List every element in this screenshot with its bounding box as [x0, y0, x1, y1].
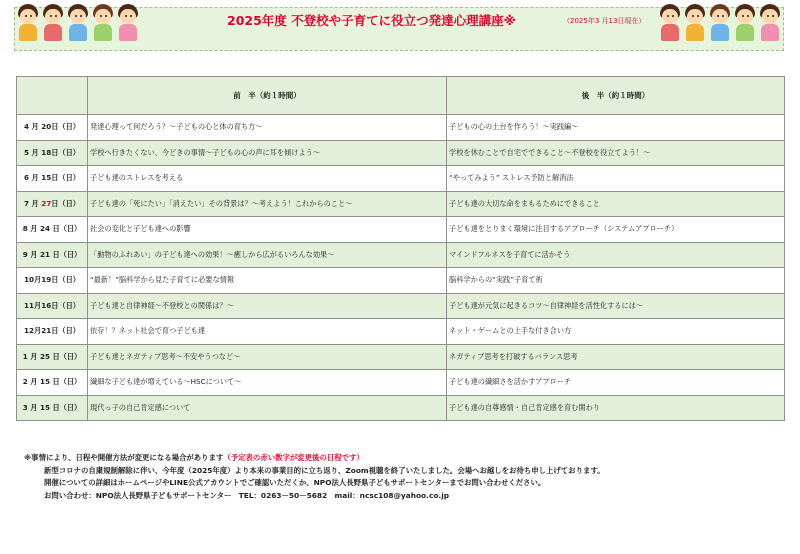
- second-half-topic: 子どもの心の土台を作ろう！～実践編～: [447, 115, 785, 141]
- session-date: 1 月 25 日（日）: [17, 344, 88, 370]
- children-illustration-right: [658, 2, 782, 42]
- first-half-topic: 子ども達と自律神経～不登校との関係は？～: [88, 293, 447, 319]
- second-half-topic: “やってみよう” ストレス予防と解消法: [447, 166, 785, 192]
- table-row: [17, 319, 785, 345]
- second-half-topic: 子ども達の自尊感情・自己肯定感を育む関わり: [447, 395, 785, 421]
- second-half-topic: 子ども達をとりまく環境に注目するアプローチ（システムアプローチ）: [447, 217, 785, 243]
- page-title: 2025年度 不登校や子育てに役立つ発達心理講座※: [227, 13, 516, 28]
- first-half-topic: 学校へ行きたくない、今どきの事情～子どもの心の声に耳を傾けよう～: [88, 140, 447, 166]
- table-row: [17, 166, 785, 192]
- table-row: [17, 217, 785, 243]
- note-line: ※事情により、日程や開催方法が変更になる場合があります（予定表の赤い数字が変更後の日程です）: [24, 453, 364, 462]
- child-icon: [658, 2, 682, 42]
- children-illustration-left: [16, 2, 140, 42]
- child-icon: [758, 2, 782, 42]
- schedule-table: [16, 76, 785, 421]
- table-row: [17, 268, 785, 294]
- first-half-topic: “最新！”脳科学から見た子育てに必要な情報: [88, 268, 447, 294]
- table-row: [17, 140, 785, 166]
- child-icon: [66, 2, 90, 42]
- session-date: 10月19日（日）: [17, 268, 88, 294]
- note-line: 開催についての詳細はホームページやLINE公式アカウントでご確認いただくか、NPO法人長野県子どもサポートセンターまでお問い合わせください。: [44, 478, 546, 487]
- child-icon: [116, 2, 140, 42]
- first-half-topic: 子ども達の「死にたい」「消えたい」その背景は？～考えよう！これからのこと～: [88, 191, 447, 217]
- note-line: 新型コロナの自粛規制解除に伴い、今年度（2025年度）より本来の事業目的に立ち返り、Zoom視聴を終了いたしました。会場へお越しをお待ち申し上げております。: [44, 465, 605, 475]
- second-half-topic: マインドフルネスを子育てに活かそう: [447, 242, 785, 268]
- table-row: [17, 293, 785, 319]
- date-column-header: [17, 77, 88, 115]
- session-date: 4 月 20日（日）: [17, 115, 88, 141]
- notes-section: [24, 452, 605, 502]
- child-icon: [733, 2, 757, 42]
- first-half-topic: 発達心理って何だろう？～子どもの心と体の育ち方～: [88, 115, 447, 141]
- child-icon: [16, 2, 40, 42]
- table-row: [17, 242, 785, 268]
- table-row: [17, 370, 785, 396]
- first-half-topic: 繊細な子ども達が増えている～HSCについて～: [88, 370, 447, 396]
- table-row: [17, 115, 785, 141]
- second-half-topic: 脳科学からの“実践”子育て術: [447, 268, 785, 294]
- first-half-topic: 子ども達とネガティブ思考～不安やうつなど～: [88, 344, 447, 370]
- first-half-topic: 子ども達のストレスを考える: [88, 166, 447, 192]
- column-header-first-half: 前 半（約１時間）: [88, 77, 447, 115]
- second-half-topic: 学校を休むことで自宅でできること～不登校を役立てよう！～: [447, 140, 785, 166]
- first-half-topic: 依存！？ネット社会で育つ子ども達: [88, 319, 447, 345]
- table-row: [17, 395, 785, 421]
- session-date: 5 月 18日（日）: [17, 140, 88, 166]
- column-header-second-half: 後 半（約１時間）: [447, 77, 785, 115]
- first-half-topic: 「動物のふれあい」の子ども達への効果！～癒しから広がるいろんな効果～: [88, 242, 447, 268]
- as-of-date: （2025年3 月13日現在）: [563, 17, 646, 25]
- child-icon: [708, 2, 732, 42]
- second-half-topic: 子ども達の繊細さを活かすアプローチ: [447, 370, 785, 396]
- session-date: 9 月 21 日（日）: [17, 242, 88, 268]
- session-date: 2 月 15 日（日）: [17, 370, 88, 396]
- session-date: 8 月 24 日（日）: [17, 217, 88, 243]
- table-row: [17, 191, 785, 217]
- second-half-topic: 子ども達の大切な命をまもるためにできること: [447, 191, 785, 217]
- child-icon: [41, 2, 65, 42]
- session-date: 3 月 15 日（日）: [17, 395, 88, 421]
- second-half-topic: ネガティブ思考を打破するバランス思考: [447, 344, 785, 370]
- second-half-topic: ネット・ゲームとの上手な付き合い方: [447, 319, 785, 345]
- second-half-topic: 子ども達が元気に起きるコツ～自律神経を活性化するには～: [447, 293, 785, 319]
- table-header-row: [17, 77, 785, 115]
- child-icon: [91, 2, 115, 42]
- child-icon: [683, 2, 707, 42]
- contact-line: お問い合わせ：NPO法人長野県子どもサポートセンター TEL：0263－50－5682 mail：ncsc108@yahoo.co.jp: [44, 490, 450, 500]
- session-date: 11月16日（日）: [17, 293, 88, 319]
- session-date: 7 月 27日（日）: [17, 191, 88, 217]
- first-half-topic: 社会の変化と子ども達への影響: [88, 217, 447, 243]
- session-date: 12月21日（日）: [17, 319, 88, 345]
- session-date: 6 月 15日（日）: [17, 166, 88, 192]
- table-row: [17, 344, 785, 370]
- first-half-topic: 現代っ子の自己肯定感について: [88, 395, 447, 421]
